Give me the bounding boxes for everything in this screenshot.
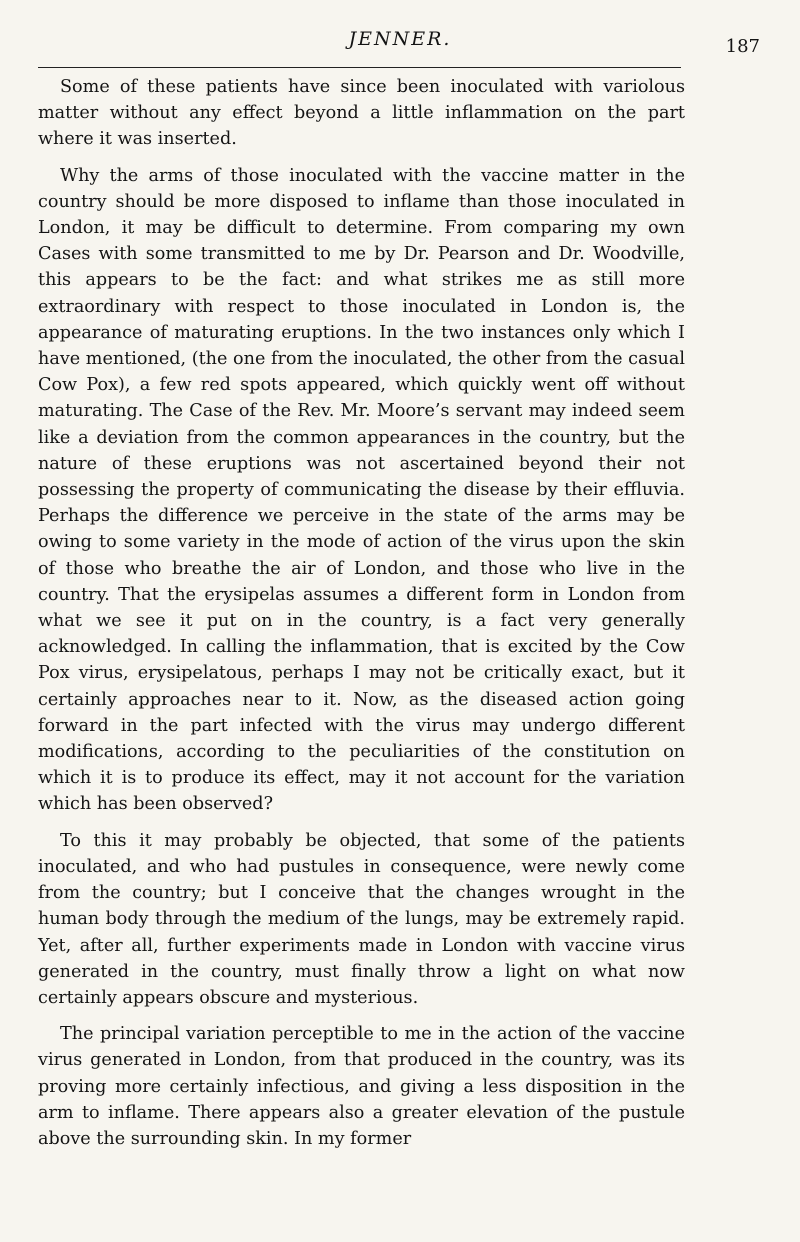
- paragraph-3: To this it may probably be objected, that some of the patients inoculated, and who had pustules in consequence, were newly come from the country; but I conceive that the changes wrought in the human body through the medium of the lungs, may be extremely rapid. Yet, after all, further experiments made in London with vaccine virus generated in the country, must finally throw a light on what now certainly appears obscure and mysterious.: [38, 830, 685, 1008]
- header-rule: [38, 67, 681, 68]
- running-title: JENNER.: [348, 28, 452, 50]
- running-head: [40, 28, 760, 58]
- page-number: 187: [725, 36, 760, 57]
- paragraph-2: Why the arms of those inoculated with the vaccine matter in the country should be more disposed to inflame than those inoculated in London, it may be difficult to determine. From comparing my own Cases with some transmitted to me by Dr. Pearson and Dr. Woodville, this appears to be the fact: and what strikes me as still more extraordinary with respect to those inoculated in London is, the appearance of maturating eruptions. In the two instances only which I have mentioned, (the one from the inoculated, the other from the casual Cow Pox), a few red spots appeared, which quickly went off without maturating. The Case of the Rev. Mr. Moore’s servant may indeed seem like a deviation from the common appearances in the country, but the nature of these eruptions was not ascertained beyond their not possessing the property of communicating the disease by their effluvia. Perhaps the difference we perceive in the state of the arms may be owing to some variety in the mode of action of the virus upon the skin of those who breathe the air of London, and those who live in the country. That the erysipelas assumes a different form in London from what we see it put on in the country, is a fact very generally acknowledged. In calling the inflammation, that is excited by the Cow Pox virus, erysipelatous, perhaps I may not be critically exact, but it certainly approaches near to it. Now, as the diseased action going forward in the part infected with the virus may undergo different modifications, according to the peculiarities of the constitution on which it is to produce its effect, may it not account for the variation which has been observed?: [38, 165, 685, 815]
- paragraph-4: The principal variation perceptible to me in the action of the vaccine virus generated in London, from that produced in the country, was its proving more certainly infectious, and giving a less disposition in the arm to inflame. There appears also a greater elevation of the pustule above the surrounding skin. In my former: [38, 1024, 685, 1149]
- body-text: [38, 74, 685, 1162]
- paragraph-1: Some of these patients have since been inoculated with variolous matter without any effect beyond a little inflammation on the part where it was inserted.: [38, 77, 685, 150]
